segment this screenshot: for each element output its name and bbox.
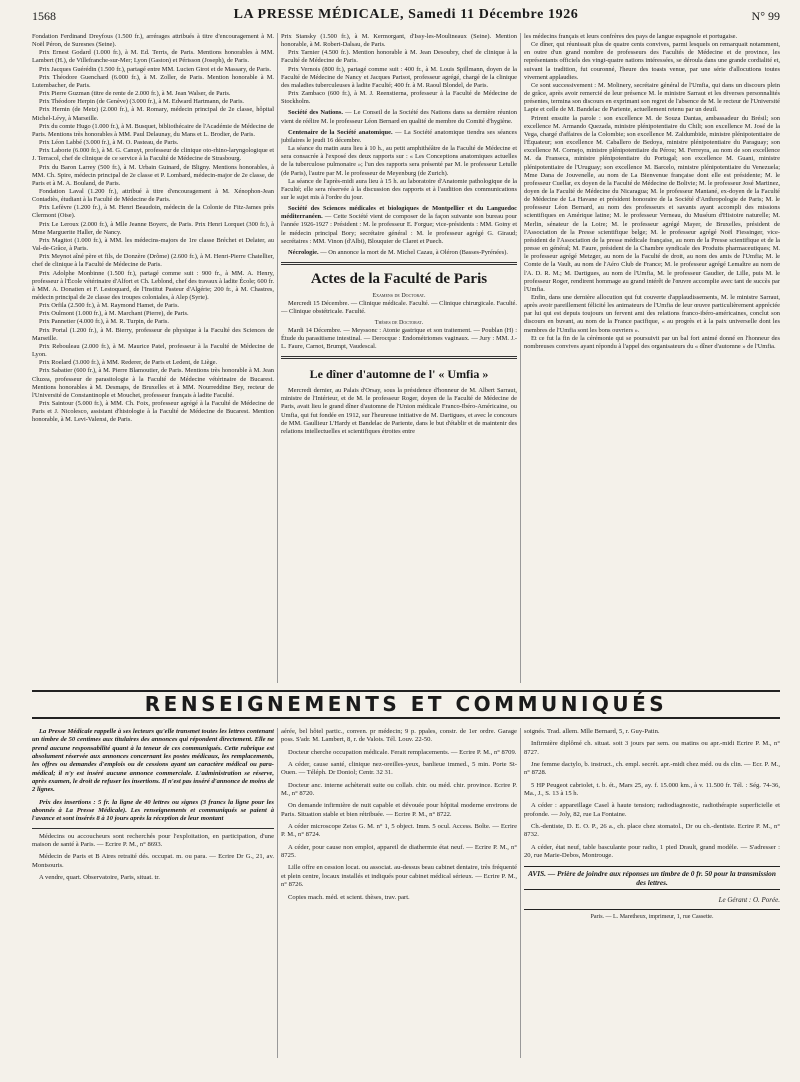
exam-text: Mercredi 15 Décembre. — Clinique médicale. Faculté. — Clinique chirurgicale. Faculté. — Clinique obstétricale. Faculté. [281,300,517,316]
classifieds-col-1 [32,728,274,1058]
rule [32,828,274,829]
classified-ad: Lille offre en cession locat. ou associat. au-dessus beau cabinet dentaire, très fréquenté et plein centre, locaux installés et indiqués pour cabinet médical sérieux. — Ecrire P. M., n° 8726. [281,864,517,889]
classified-ad: 5 HP Peugeot cabriolet, t. b. ét., Mars 25, ay. f. 15.000 km., à v. 11.500 fr. Tél. : Ség. 74-36, Ma., J., S. 13 à 15 h. [524,781,780,798]
page-number: 1568 [32,9,56,23]
column-prizes [32,33,274,683]
diner-text: les médecins français et leurs confrères des pays de langue espagnole et portugaise. [524,33,738,40]
news-title: Nécrologie. [288,248,319,256]
banner-title: RENSEIGNEMENTS ET COMMUNIQUÉS [144,692,668,716]
news-text: La séance du matin aura lieu à 10 h., au petit amphithéâtre de la Faculté de Médecine et sera consacrée à l'exposé des deux rapports sur : « Les Conceptions anatomiques actuelles de la tuberculose pulmonaire »; l'un des rapports sera présenté par M. le professeur Letulle (de Paris), l'autre par M. le professeur de Meyenburg (de Zurich). [281,145,517,177]
news-text: — La Société anatomique tiendra ses séances jubilaires le jeudi 16 décembre. [281,128,517,144]
prize-entry: Prix Jacques Guérédin (1.500 fr.), partagé entre MM. Lucien Girot et de Massary, de Paris. [39,65,272,73]
prize-entry: Prix Théodore Herpin (de Genève) (3.000 fr.), à M. Edward Hartmann, de Paris. [39,98,245,106]
prize-entry: Fondation Ferdinand Dreyfous (1.500 fr.), arrérages attribués à titre d'encouragement à M. Noël Péron, de Suresnes (Seine). [32,33,274,49]
column-diner-cont [524,33,780,683]
classified-ad: Médecins ou accoucheurs sont recherchés pour l'exploitation, en participation, d'une maison de santé à Paris. — Ecrire P. M., n° 8693. [32,832,274,849]
news-item-montpellier [281,205,517,246]
diner-text: Ce sont successivement : M. Molinery, secrétaire général de l'Umfia, qui dans un discours plein de grâce, après avoir remercié de leur présence M. le ministre Sarraut et les diverses personnalités présentes, termina son discours en exprimant son regret de l'absence de M. le recteur de l'Université Lapie et celle de M. Bandelac de Pariente, actuellement retenu par un deuil. [524,81,780,114]
prize-entry: Prix Léon Labbé (3.000 fr.), à M. O. Pasteau, de Paris. [39,139,179,147]
news-item-anatomique [281,129,517,145]
prize-entry: Prix Vernois (800 fr.), partagé comme suit : 400 fr., à M. Louis Spillmann, doyen de la Faculté de Médecine de Nancy et Jacques Parisot, professeur agrégé, chargé de la clinique des maladies tuberculeuses à ladite Faculté; 400 fr. à M. Raoul Blondel, de Paris. [281,65,517,89]
classified-ad: Copies mach. méd. et scient. thèses, trav. part. [288,893,410,901]
prize-entry: Prix Tarnier (4.500 fr.). Mention honorable à M. Jean Desoubry, chef de clinique à la Faculté de Médecine de Paris. [281,49,517,65]
news-title: Société des Sciences médicales et biologiques de Montpellier et du Languedoc méditerranéen. [281,205,517,221]
prize-entry: Prix Rebouleau (2.000 fr.), à M. Maurice Patel, professeur à la Faculté de Médecine de Lyon. [32,342,274,359]
exam-heading: Examens de Doctorat. [372,293,426,300]
classified-ad: Ch.-dentiste, D. E. O. P., 26 a., ch. place chez stomatol., Dr ou ch.-dentiste. Ecrire P. M., n° 8732. [524,823,780,839]
prize-entry: Prix du comte Hugo (1.000 fr.), à M. Busquet, bibliothécaire de l'Académie de Médecine de Paris. Mentions très honorables à MM. Paul Delaunay, du Mans et L. Brodier, de Paris. [32,122,274,138]
classified-ad: On demande infirmière de nuit capable et dévouée pour hôpital moderne environs de Paris. Situation stable et bien rétribuée. — Ecrire P. M., n° 8722. [281,802,517,818]
prize-entry: Prix Stansky (1.500 fr.), à M. Kermorgant, d'Issy-les-Moulineaux (Seine). Mention honorable, à M. Robert-Dalsau, de Paris. [281,33,517,49]
news-item-sdn [281,109,517,125]
prize-entry: Prix du Baron Larrey (500 fr.), à M. Urbain Guinard, de Bligny. Mentions honorables, à MM. Ch. Spire, médecin principal de 2e classe et P. Lombard, médecin-major de 2e classe, de Paris et à M. A. Bouland, de Paris. [32,163,274,187]
avis-notice: AVIS. — Prière de joindre aux réponses un timbre de 0 fr. 50 pour la transmission des lettres. [524,866,780,890]
classified-ad: aérée, bel hôtel partic., conven. pr médecin; 9 p. ppales, constr. de 1er ordre. Garage poss. S'adr. M. Lambert, 8, r. de Valois. Tél. Louv. 22-50. [281,728,517,744]
insertion-prices: Prix des insertions : 5 fr. la ligne de 40 lettres ou signes (3 francs la ligne pour les abonnés à La Presse Médicale). Les renseignements et communiqués se paient à l'avance et sont insérés 8 à 10 jours après la réception de leur montant [32,798,274,823]
column-divider [277,728,278,1058]
classifieds-col-3 [524,728,780,1058]
gerant-line: Le Gérant : O. Porée. [718,896,780,905]
diner-text: Ce dîner, qui réunissait plus de quatre cents convives, parmi lesquels on remarquait notamment, en outre d'un grand nombre de professeurs des Facultés de Médecine et de province, les représentants officiels des vingt-quatre nations intéressées, se déroula dans une grande cordialité et, suivant la tradition, fut couronné, l'heure des toasts venue, par une série d'allocutions toutes vivement applaudies. [524,41,780,81]
prize-entry: Prix Laborie (6.000 fr.), à M. G. Canuyt, professeur de clinique oto-rhino-laryngologique et J. Terracol, chef de clinique de ce service à la Faculté de Médecine de Strasbourg. [32,147,274,163]
prize-entry: Prix Le Leroux (2.000 fr.), à Mlle Jeanne Boyerc, de Paris. Prix Henri Lorquet (300 fr.), à Mme Marguerite Haller, de Nancy. [32,220,274,236]
section-rule [281,356,517,359]
news-title: Société des Nations. [288,109,343,117]
prize-entry: Prix Saintour (5.000 fr.), à MM. Ch. Foix, professeur agrégé à la Faculté de Médecine de Paris et J. Nicolesco, assistant d'histologie à la Faculté de Médecine de Bucarest. Mention honorable, à M. Levi-Valensi, de Paris. [32,400,274,424]
actes-title: Actes de la Faculté de Paris [310,271,488,288]
prize-entry: Prix Théodore Guenchard (6.000 fr.), à M. Zoller, de Paris. Mention honorable à M. Lutembacher, de Paris. [32,73,274,89]
page-header [32,6,780,28]
prize-entry: Prix Roelard (3.000 fr.), à MM. Rederer, de Paris et Ledent, de Liège. [39,359,218,367]
prize-entry: Prix Pannetier (4.000 fr.), à M. R. Turpin, de Paris. [39,318,169,326]
classified-ad: Jne femme dactylo, b. instruct., ch. empl. secrét. apr.-midi chez méd. ou ds clin. — Ecr. P. M., n° 8728. [524,761,780,777]
these-text: Mardi 14 Décembre. — Meyssonc : Atonie gastrique et son traitement. — Poublan (H) : Étude du parasitisme intestinal. — Derocque : Endométriomes vaginaux. — Jury : MM. J.-L. Faure, Carnot, Brumpt, Vaudescal. [281,326,517,350]
classified-ad: soignés. Trad. allem. Mlle Bernard, 5, r. Guy-Patin. [524,728,660,735]
column-divider [277,33,278,683]
classified-ad: A céder microscope Zeiss G. M. n° 1, 5 object. Imm. 5 ocul. Access. Boîte. — Ecrire P. M., n° 8724. [281,823,517,839]
classified-ad: A céder, cause santé, clinique nez-oreilles-yeux, banlieue immed., 5 min. Porte St-Ouen. — Téléph. Dr Doniol; Centr. 32 31. [281,761,517,777]
prize-entry: Prix Pierre Guzman (titre de rente de 2.000 fr.), à M. Jean Walser, de Paris. [39,90,231,98]
classified-ad: Docteur anc. interne achèterait suite ou collab. chir. ou méd. chir. province. Ecrire P. M., n° 8720. [281,781,517,798]
prize-entry: Prix Lefèvre (1.200 fr.), à M. Henri Beaudoin, médecin de la Colonie de Fitz-James près Clermont (Oise). [32,204,274,220]
classifieds-col-2 [281,728,517,1058]
journal-title: LA PRESSE MÉDICALE, Samedi 11 Décembre 1926 [233,7,579,22]
classified-ad: Docteur cherche occupation médicale. Ferait remplacements. — Ecrire P. M., n° 8709. [288,748,517,756]
prize-entry: Prix Hernin (de Metz) (2.000 fr.), à M. Romary, médecin principal de 2e classe, hôpital Michel-Lévy, à Marseille. [32,106,274,122]
news-text: — Le Conseil de la Société des Nations dans sa dernière réunion vient de réélire M. le professeur Léon Bernard en qualité de membre du Comité d'hygiène. [281,109,517,125]
classified-ad: A vendre, quart. Observatoire, Paris, situat. tr. [39,874,160,882]
banner-rule-bottom [32,717,780,719]
news-text: — On annonce la mort de M. Michel Cazau, à Oléron (Basses-Pyrénées). [320,248,508,256]
classified-ad: A céder, pour cause non emploi, appareil de diathermie état neuf. — Ecrire P. M., n° 8725. [281,843,517,860]
news-text: — Cette Société vient de composer de la façon suivante son bureau pour l'année 1926-1927 : Président : M. le professeur E. Forgue; vice-présidents : MM. Goiny et le médecin principal Bory; secrétaire général : M. le professeur agrégé G. Giraud; secrétaires : MM. Vinon (d'Albi), Blouquier de Claret et Puech. [281,213,517,245]
prize-entry: Prix Oulmont (1.000 fr.), à M. Marchant (Pierre), de Paris. [39,310,189,318]
classified-ad: Médecin de Paris et B Aires retraité dés. occupat. m. ou para. — Ecrire Dr G., 21, av. Montsouris. [32,853,274,869]
prize-entry: Prix Meynot aîné père et fils, de Donzère (Drôme) (2.600 fr.), à M. Henri-Pierre Chatellier, chef de clinique à la Faculté de Médecine de Paris. [32,253,274,269]
section-banner [32,690,780,720]
prize-entry: Prix Ernest Godard (1.000 fr.), à M. Ed. Terris, de Paris. Mentions honorables à MM. Lambert (H.), de Villefranche-sur-Mer; Lyon (Gaston) et Périsson (Joseph), de Paris. [32,49,274,65]
issue-number: N° 99 [751,9,780,23]
classified-ad: Infirmière diplômé ch. situat. soit 3 jours par sem. ou matins ou apr.-midi Ecrire P. M., n° 8727. [524,740,780,756]
column-news [281,33,517,683]
diner-text: Et ce fut la fin de la cérémonie qui se poursuivit par un bal fort animé donné en l'honneur des nombreuses convives ayant répondu à l'appel des organisateurs du « dîner d'automne » de l'Umfia. [524,334,780,350]
these-heading: Thèses de Doctorat. [374,319,424,326]
prize-entry: Prix Orfila (2.500 fr.), à M. Raymond Hamet, de Paris. [39,302,180,310]
diner-text: Enfin, dans une dernière allocution qui fut couverte d'applaudissements, M. le ministre Sarraut, après avoir pareillement félicité les animateurs de l'Umfia de leur œuvre particulièrement appréciée par lui qui est depuis toujours un fervent ami des relations franco-ibéro-américaines, conclut son discours en buvant, au nom de la France pacifique, « au progrès et à la paix universelle dont les membres de l'Umfia sont les bons ouvriers ». [524,294,780,334]
prize-entry: Prix Sabatier (600 fr.), à M. Pierre Blamoutier, de Paris. Mentions très honorable à M. Jean Cluzea, professeur de parasitologie à la Faculté de Médecine vétérinaire de Bucarest. Mentions honorables à M. Desmaps, de Bruxelles et à MM. Nourreddine Bey, recteur de l'Université de Constantinople et Mouchet, professeur français à ladite Faculté. [32,367,274,399]
diner-text: Prirent ensuite la parole : son excellence M. de Souza Dantas, ambassadeur du Brésil; son excellence M. Armando Quezada, ministre plénipotentiaire du Chili; son excellence M. José de la Vega, chargé d'affaires de la Colombie; son excellence M. Zaldumbide, ministre plénipotentiaire de l'Équateur; son excellence M. Caballero de Bedoya, ministre plénipotentiaire du Paraguay; son excellence M. Cornejo, ministre plénipotentiaire du Pérou; M. Ferreyra, au nom de son excellence M. da Franseca, ministre plénipotentiaire du Portugal; son excellence M. Guani, ministre plénipotentiaire de l'Uruguay; son excellence M. Barcelo, ministre plénipotentiaire du Venezuela; Mme Dana de Jouvenelle, au nom de La Bienvenue française dont elle est présidente; M. le professeur Cuellar, ex doyen de la Faculté de Médecine de Bolivie; M. le professeur José Martinez, doyen de la Faculté de Médecine du Nicaragua; M. le professeur Mantané, ex-doyen de la Faculté de Médecine de La Havane et président honoraire de la Société d'Anthropologie de Paris; M. le professeur Léon Bernard, au nom des professeurs et savants ayant accompli des missions scientifiques en Amérique latine; M. le professeur Verneau, du Muséum d'Histoire naturelle; M. Merlin, sénateur de la Loire; M. le professeur agrégé Mayer, de Bruxelles, président de l'Association de la Presse scientifique belge; M. le professeur agrégé Noël Fiessinger, vice-président de l'Association de la presse médicale française, au nom de la Presse scientifique et de la presse en général; M. Faure, président de la Chambre syndicale des Produits pharmaceutiques; M. le professeur agrégé Metzger, au nom de la Faculté de droit, au nom des amis de l'Umfia; M. le Comte de la Vault, au nom de l'Aéro Club de France; M. le professeur agrégé Lemaître au nom de l'A. D. R. M.; M. Dartigues, au nom de l'Umfia, M. le professeur Gaudier, de Lille, puis M. le professeur Roger, rendirent hommage au grand intérêt de l'œuvre accomplie avec tant de succès par l'Umfia. [524,114,780,293]
column-divider [520,33,521,683]
prize-entry: Prix Zambaco (600 fr.), à M. J. Reenstierna, professeur à la Faculté de Médecine de Stockholm. [281,90,517,106]
prize-entry: Prix Magitot (1.000 fr.), à MM. les médecins-majors de 1re classe Bréchet et Delater, au Val-de-Grâce, à Paris. [32,236,274,253]
section-rule [281,262,517,265]
classifieds-intro: La Presse Médicale rappelle à ses lecteurs qu'elle transmet toutes les lettres contenant un timbre de 50 centimes aux titulaires des annonces qui répondent directement. Elle ne prend aucune responsabilité quant à la teneur de ces communiqués. Cette rubrique est absolument réservée aux annonces concernant les postes médicaux, les remplacements, les offres ou demandes d'emplois ou de cessions ayant un caractère médical ou para-médical; il n'y est inséré aucune annonce commerciale. L'administration se réserve, après examen, le droit de refuser les insertions. Il n'est pas inséré d'annonce de moins de 2 lignes. [32,728,274,794]
column-divider [520,728,521,1058]
prize-entry: Prix Portal (1.200 fr.), à M. Bierry, professeur de physique à la Faculté des Sciences de Marseille. [32,326,274,342]
diner-text: Mercredi dernier, au Palais d'Orsay, sous la présidence d'honneur de M. Albert Sarraut, ministre de l'Intérieur, et de M. le professeur Roger, doyen de la Faculté de Médecine de Paris, avait lieu le grand dîner d'automne de l'Union médicale Franco-Ibéro-Américaine, ou Umfia, qui fut fondée en 1912, sur l'heureuse initiative de M. Dartigues, et avec le concours de MM. Gaullieur L'Hardy et Bandelac de Pariente, dans le but d'établir et de maintenir des relations intellectuelles et scientifiques étroites entre [281,387,517,435]
news-title: Centenaire de la Société anatomique. [288,128,393,136]
news-text: La séance de l'après-midi aura lieu à 15 h. au laboratoire d'Anatomie pathologique de la Faculté; elle sera réservée à la discussion des rapports et à l'audition des communications sur le sujet mis à l'ordre du jour. [281,177,517,201]
prize-entry: Fondation Laval (1.200 fr.), attribué à titre d'encouragement à M. Xénophon-Jean Contadiès, étudiant à la Faculté de Médecine de Paris. [32,187,274,204]
news-item-necrologie [281,249,517,257]
prize-entry: Prix Adolphe Monbinne (1.500 fr.), partagé comme suit : 900 fr., à MM. A. Henry, professeur à l'École vétérinaire d'Alfort et Ch. Leblond, chef des travaux à ladite École; 600 fr. à MM. A. Donatien et F. Lestoquard, de l'Institut Pasteur d'Algérie; 200 fr., à M. Chastres, médecin principal de 2e classe des troupes coloniales, à Alep (Syrie). [32,269,274,301]
printer-line: Paris. — L. Maretheux, imprimeur, 1, rue Cassette. [524,909,780,921]
classified-ad: A céder : appareillage Casel à haute tension; radiodiagnostic, radiothérapie superficielle et profonde. — Joly, 82, rue La Fontaine. [524,802,780,818]
diner-title: Le dîner d'automne de l' « Umfia » [309,367,489,382]
classified-ad: A céder, état neuf, table basculante pour radio, 1 pied Drault, grand modèle. — S'adresser : 20, rue Marie-Debos, Montrouge. [524,843,780,860]
